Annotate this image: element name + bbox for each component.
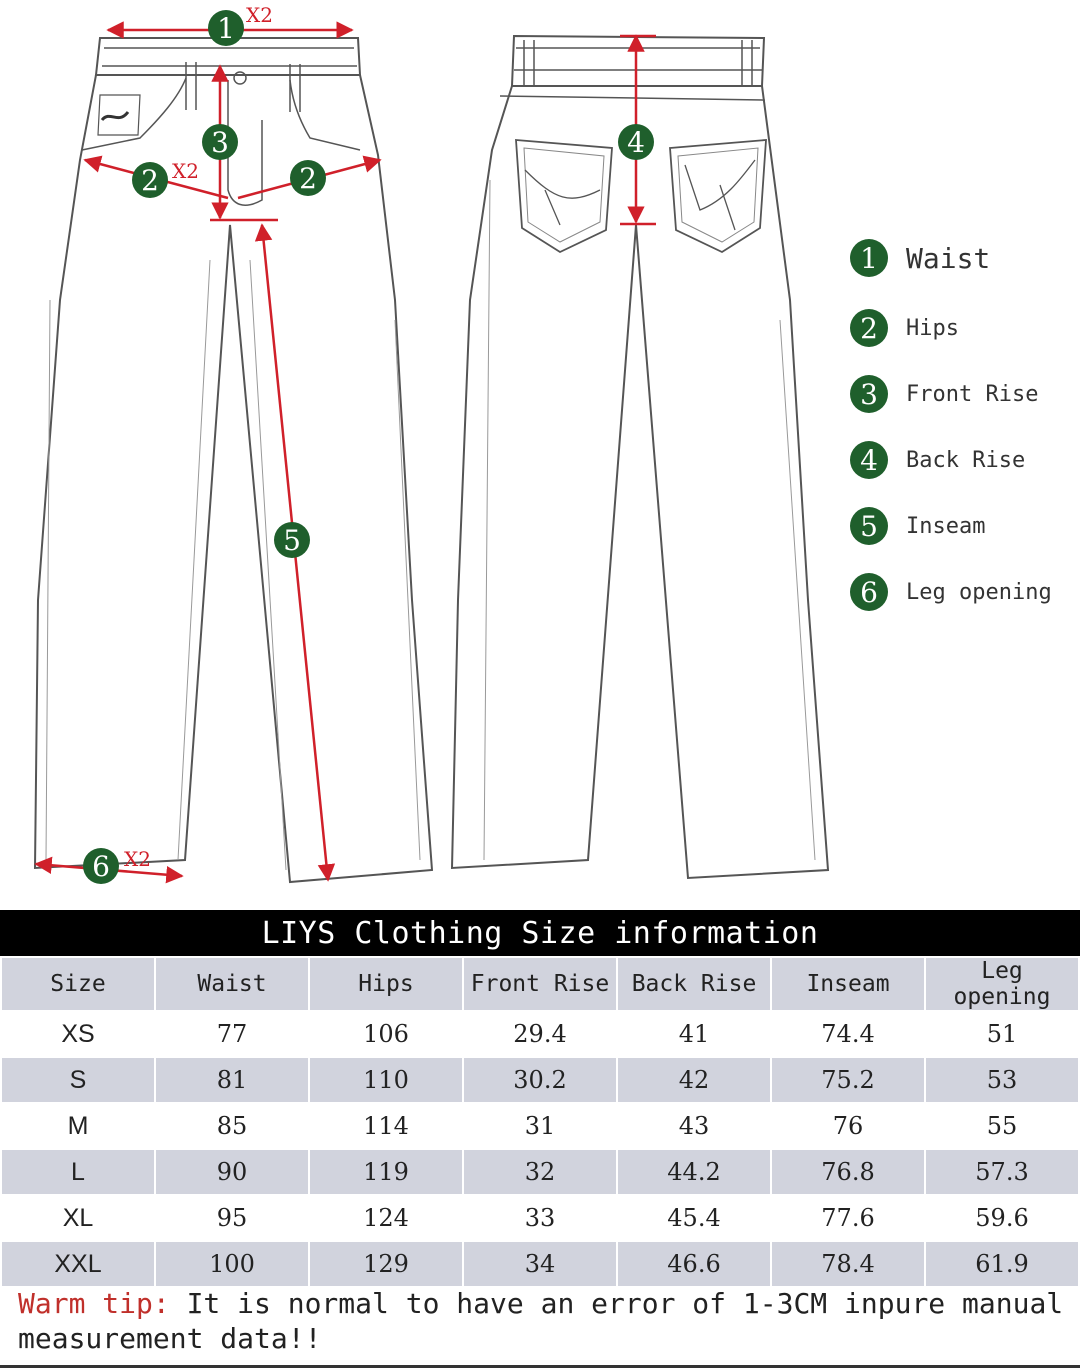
legend-label: Waist bbox=[906, 241, 991, 275]
column-header-back-rise: Back Rise bbox=[617, 957, 771, 1011]
legend-number-badge: 5 bbox=[850, 507, 888, 545]
table-cell: 124 bbox=[309, 1195, 463, 1241]
legend-label: Back Rise bbox=[906, 447, 1026, 473]
legend-number-badge: 4 bbox=[850, 441, 888, 479]
callout-front-rise bbox=[202, 124, 238, 160]
svg-text:2: 2 bbox=[141, 164, 159, 197]
table-cell: 76.8 bbox=[771, 1149, 925, 1195]
callout-hips-left bbox=[132, 162, 168, 198]
legend-item-back-rise bbox=[850, 440, 1075, 480]
table-cell: 74.4 bbox=[771, 1011, 925, 1057]
table-cell: 95 bbox=[155, 1195, 309, 1241]
legend-label: Front Rise bbox=[906, 381, 1039, 407]
table-cell: 77.6 bbox=[771, 1195, 925, 1241]
warm-tip bbox=[18, 1286, 1068, 1356]
callout-badges bbox=[83, 10, 654, 884]
callout-inseam bbox=[274, 522, 310, 558]
warm-tip-label: Warm tip: bbox=[18, 1287, 170, 1320]
table-cell: 57.3 bbox=[925, 1149, 1079, 1195]
table-row bbox=[1, 1195, 1079, 1241]
legend-number-badge: 2 bbox=[850, 309, 888, 347]
legend-item-hips bbox=[850, 308, 1075, 348]
table-cell: 90 bbox=[155, 1149, 309, 1195]
table-cell: 129 bbox=[309, 1241, 463, 1287]
table-cell: 75.2 bbox=[771, 1057, 925, 1103]
column-header-inseam: Inseam bbox=[771, 957, 925, 1011]
table-cell: 76 bbox=[771, 1103, 925, 1149]
column-header-front-rise: Front Rise bbox=[463, 957, 617, 1011]
table-cell-size: XL bbox=[1, 1195, 155, 1241]
front-view-pants bbox=[35, 38, 432, 882]
legend-item-front-rise bbox=[850, 374, 1075, 414]
table-cell-size: L bbox=[1, 1149, 155, 1195]
table-cell: 85 bbox=[155, 1103, 309, 1149]
table-cell: 33 bbox=[463, 1195, 617, 1241]
legend-item-leg-opening bbox=[850, 572, 1075, 612]
svg-text:6: 6 bbox=[92, 850, 110, 883]
table-row bbox=[1, 1149, 1079, 1195]
legend-label: Leg opening bbox=[906, 579, 1052, 605]
table-cell: 51 bbox=[925, 1011, 1079, 1057]
svg-text:3: 3 bbox=[211, 126, 229, 159]
table-cell: 55 bbox=[925, 1103, 1079, 1149]
size-table bbox=[0, 956, 1080, 1288]
table-cell: 31 bbox=[463, 1103, 617, 1149]
table-row bbox=[1, 1057, 1079, 1103]
table-row bbox=[1, 1241, 1079, 1287]
legend-label: Hips bbox=[906, 315, 959, 341]
legend-item-waist bbox=[850, 238, 1075, 278]
measurement-legend bbox=[850, 238, 1075, 638]
table-header-row bbox=[1, 957, 1079, 1011]
table-cell-size: S bbox=[1, 1057, 155, 1103]
table-row bbox=[1, 1011, 1079, 1057]
column-header-size: Size bbox=[1, 957, 155, 1011]
column-header-hips: Hips bbox=[309, 957, 463, 1011]
table-cell: 32 bbox=[463, 1149, 617, 1195]
table-cell: 44.2 bbox=[617, 1149, 771, 1195]
legend-label: Inseam bbox=[906, 513, 986, 539]
x2-labels bbox=[124, 3, 273, 871]
table-cell: 29.4 bbox=[463, 1011, 617, 1057]
table-cell: 43 bbox=[617, 1103, 771, 1149]
table-cell: 100 bbox=[155, 1241, 309, 1287]
callout-back-rise bbox=[618, 124, 654, 160]
column-header-waist: Waist bbox=[155, 957, 309, 1011]
warm-tip-text: It is normal to have an error of 1-3CM inpure manual measurement data!! bbox=[18, 1287, 1064, 1355]
legend-number-badge: 1 bbox=[850, 239, 888, 277]
back-view-pants bbox=[452, 36, 828, 878]
table-cell-size: M bbox=[1, 1103, 155, 1149]
legend-item-inseam bbox=[850, 506, 1075, 546]
table-cell: 119 bbox=[309, 1149, 463, 1195]
table-cell: 106 bbox=[309, 1011, 463, 1057]
table-cell: 42 bbox=[617, 1057, 771, 1103]
table-cell: 114 bbox=[309, 1103, 463, 1149]
svg-text:X2: X2 bbox=[124, 847, 151, 871]
legend-number-badge: 3 bbox=[850, 375, 888, 413]
callout-leg-opening bbox=[83, 848, 119, 884]
size-table-title: LIYS Clothing Size information bbox=[0, 910, 1080, 956]
table-row bbox=[1, 1103, 1079, 1149]
column-header-leg-opening: Leg opening bbox=[925, 957, 1079, 1011]
svg-text:X2: X2 bbox=[246, 3, 273, 27]
legend-number-badge: 6 bbox=[850, 573, 888, 611]
table-cell: 41 bbox=[617, 1011, 771, 1057]
svg-text:5: 5 bbox=[283, 524, 301, 557]
table-cell: 53 bbox=[925, 1057, 1079, 1103]
measurement-lines bbox=[36, 30, 656, 880]
table-cell: 30.2 bbox=[463, 1057, 617, 1103]
callout-hips-right bbox=[290, 160, 326, 196]
table-cell: 59.6 bbox=[925, 1195, 1079, 1241]
table-cell: 45.4 bbox=[617, 1195, 771, 1241]
table-cell: 61.9 bbox=[925, 1241, 1079, 1287]
size-table-section bbox=[0, 910, 1080, 1288]
svg-text:X2: X2 bbox=[172, 159, 199, 183]
svg-text:2: 2 bbox=[299, 162, 317, 195]
table-cell: 78.4 bbox=[771, 1241, 925, 1287]
svg-text:4: 4 bbox=[627, 126, 645, 159]
table-cell-size: XS bbox=[1, 1011, 155, 1057]
svg-text:1: 1 bbox=[217, 12, 235, 45]
table-cell-size: XXL bbox=[1, 1241, 155, 1287]
callout-waist bbox=[208, 10, 244, 46]
table-cell: 81 bbox=[155, 1057, 309, 1103]
table-cell: 77 bbox=[155, 1011, 309, 1057]
table-cell: 46.6 bbox=[617, 1241, 771, 1287]
table-cell: 110 bbox=[309, 1057, 463, 1103]
table-cell: 34 bbox=[463, 1241, 617, 1287]
